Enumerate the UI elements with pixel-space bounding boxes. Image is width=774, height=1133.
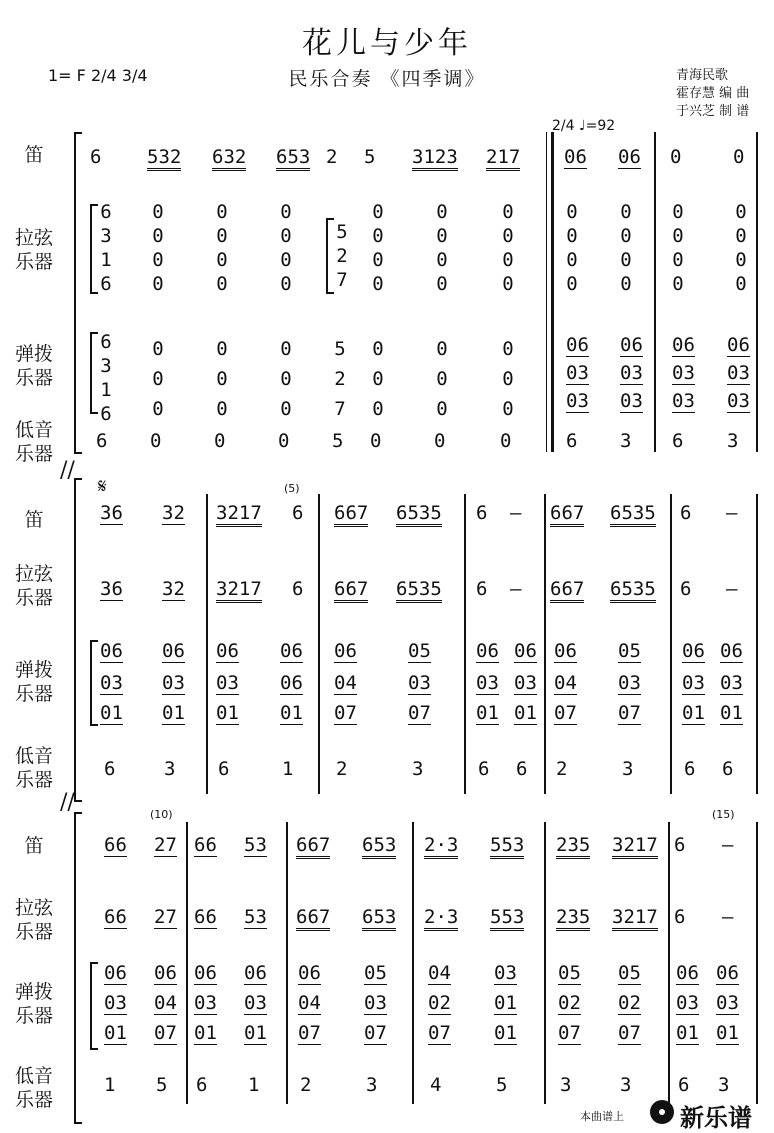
note: 0 <box>670 146 682 168</box>
note: 653 <box>362 906 396 931</box>
note: 03 <box>476 672 499 694</box>
note: 01 <box>514 702 537 724</box>
note: 2·3 <box>424 906 458 931</box>
instrument-bowed-label: 拉弦 乐器 <box>14 897 53 943</box>
instrument-plucked-label: 弹拨 乐器 <box>14 981 53 1027</box>
note: 6535 <box>610 502 656 527</box>
note: 6 <box>218 758 230 780</box>
note: 3 <box>620 430 632 452</box>
chord: 5 2 7 <box>336 221 348 291</box>
key-signature: 1= F 2/4 3/4 <box>48 66 148 85</box>
note: 553 <box>490 834 524 859</box>
note: 667 <box>296 834 330 859</box>
note: 01 <box>682 702 705 724</box>
note: 03 <box>716 992 739 1014</box>
note: 2 <box>326 146 338 168</box>
rest-column: 0 0 0 <box>280 338 292 420</box>
note: 3217 <box>216 578 262 603</box>
chord: 6 3 1 6 <box>100 331 112 425</box>
note: 667 <box>334 502 368 527</box>
rest-column: 0 0 0 0 <box>436 201 448 295</box>
note: 01 <box>716 1022 739 1044</box>
note: 03 <box>408 672 431 694</box>
system-3-brace <box>74 812 82 1124</box>
note: 6 <box>476 578 488 600</box>
rest-column: 0 0 0 0 <box>672 201 684 295</box>
note: 01 <box>216 702 239 724</box>
note: 03 <box>620 390 643 412</box>
note: 235 <box>556 906 590 931</box>
note: 6 <box>96 430 108 452</box>
system-break-mark: // <box>60 790 75 815</box>
note: 04 <box>298 992 321 1014</box>
note: 03 <box>620 362 643 384</box>
note: 3 <box>366 1074 378 1096</box>
system-1-brace <box>74 132 82 454</box>
note: 03 <box>566 390 589 412</box>
note: 01 <box>100 702 123 724</box>
instrument-bass-label: 低音 乐器 <box>14 419 53 465</box>
note: 07 <box>334 702 357 724</box>
note: 06 <box>216 640 239 662</box>
barline <box>756 132 758 452</box>
note: 06 <box>162 640 185 662</box>
note: 05 <box>618 640 641 662</box>
system-2-brace <box>74 478 82 802</box>
note: 03 <box>514 672 537 694</box>
note: 06 <box>334 640 357 662</box>
barline <box>654 132 656 452</box>
note: 06 <box>194 962 217 984</box>
note: 36 <box>100 578 123 600</box>
measure-number: (10) <box>150 808 173 821</box>
chord-bracket <box>90 962 98 1050</box>
note: 01 <box>476 702 499 724</box>
rest-column: 0 0 0 0 <box>502 201 514 295</box>
note: 32 <box>162 502 185 524</box>
note: 6 <box>476 502 488 524</box>
note: 04 <box>154 992 177 1014</box>
note: 03 <box>100 672 123 694</box>
note: 03 <box>727 362 750 384</box>
note: 05 <box>364 962 387 984</box>
note: 06 <box>682 640 705 662</box>
note: 03 <box>162 672 185 694</box>
note: 06 <box>676 962 699 984</box>
note: 53 <box>244 834 267 856</box>
note: 03 <box>194 992 217 1014</box>
segno-icon: 𝄋 <box>98 474 107 498</box>
note: 6 <box>674 834 686 856</box>
credit-arranger: 霍存慧 编 曲 <box>676 86 750 101</box>
note: 6 <box>678 1074 690 1096</box>
note: 553 <box>490 906 524 931</box>
chord: 5 2 7 <box>334 338 346 420</box>
note: 5 <box>156 1074 168 1096</box>
note: 6 <box>672 430 684 452</box>
note: — <box>726 502 738 524</box>
note: 667 <box>550 502 584 527</box>
note: 3 <box>727 430 739 452</box>
tempo-marking: 2/4 ♩=92 <box>552 118 616 134</box>
note: 32 <box>162 578 185 600</box>
rest-column: 0 0 0 <box>152 338 164 420</box>
chord-bracket <box>90 640 98 726</box>
note: 01 <box>720 702 743 724</box>
note: 0 <box>434 430 446 452</box>
note: 01 <box>244 1022 267 1044</box>
note: 01 <box>494 1022 517 1044</box>
note: 02 <box>618 992 641 1014</box>
note: 2 <box>556 758 568 780</box>
instrument-bowed-label: 拉弦 乐器 <box>14 563 53 609</box>
note: 04 <box>334 672 357 694</box>
rest-column: 0 0 0 0 <box>735 201 747 295</box>
note: 03 <box>566 362 589 384</box>
footer-caption: 本曲谱上 <box>580 1110 624 1123</box>
note: 5 <box>332 430 344 452</box>
barline <box>186 822 188 1104</box>
note: 07 <box>364 1022 387 1044</box>
note: 2·3 <box>424 834 458 859</box>
note: 3 <box>560 1074 572 1096</box>
rest-column: 0 0 0 0 <box>372 201 384 295</box>
note: 07 <box>618 1022 641 1044</box>
note: — <box>510 502 522 524</box>
note: 3217 <box>612 834 658 859</box>
barline <box>412 822 414 1104</box>
note: 0 <box>214 430 226 452</box>
measure-number: (5) <box>284 482 300 495</box>
note: 6 <box>566 430 578 452</box>
note: 217 <box>486 146 520 171</box>
note: 2 <box>300 1074 312 1096</box>
note: 03 <box>672 390 695 412</box>
rest-column: 0 0 0 0 <box>216 201 228 295</box>
note: 66 <box>194 906 217 928</box>
note: 04 <box>428 962 451 984</box>
rest-column: 0 0 0 0 <box>280 201 292 295</box>
note: 0 <box>370 430 382 452</box>
note: 6535 <box>396 502 442 527</box>
page-title: 花儿与少年 <box>302 26 472 61</box>
note: 06 <box>280 672 303 694</box>
note: 0 <box>500 430 512 452</box>
note: 6 <box>478 758 490 780</box>
record-disc-icon <box>650 1100 674 1124</box>
note: 3 <box>718 1074 730 1096</box>
measure-number: (15) <box>712 808 735 821</box>
note: 06 <box>280 640 303 662</box>
rest-column: 0 0 0 0 <box>566 201 578 295</box>
note: 0 <box>733 146 745 168</box>
note: 06 <box>298 962 321 984</box>
note: 667 <box>550 578 584 603</box>
note: 1 <box>104 1074 116 1096</box>
note: 532 <box>147 146 181 171</box>
note: 3217 <box>612 906 658 931</box>
double-barline <box>546 132 554 452</box>
note: 03 <box>682 672 705 694</box>
note: 03 <box>364 992 387 1014</box>
credit-transcriber: 于兴芝 制 谱 <box>676 104 750 119</box>
note: 6535 <box>610 578 656 603</box>
note: 06 <box>672 334 695 356</box>
note: — <box>510 578 522 600</box>
note: 6 <box>680 502 692 524</box>
note: 07 <box>554 702 577 724</box>
barline <box>668 822 670 1104</box>
note: 01 <box>162 702 185 724</box>
note: 06 <box>154 962 177 984</box>
note: 6 <box>684 758 696 780</box>
note: 03 <box>720 672 743 694</box>
note: 667 <box>334 578 368 603</box>
rest-column: 0 0 0 0 <box>620 201 632 295</box>
barline <box>318 494 320 794</box>
note: 3 <box>620 1074 632 1096</box>
rest-column: 0 0 0 <box>372 338 384 420</box>
note: 0 <box>278 430 290 452</box>
credit-origin: 青海民歌 <box>676 68 729 83</box>
note: 03 <box>244 992 267 1014</box>
note: 6535 <box>396 578 442 603</box>
note: 1 <box>248 1074 260 1096</box>
note: 01 <box>494 992 517 1014</box>
note: 04 <box>554 672 577 694</box>
note: 235 <box>556 834 590 859</box>
barline <box>464 494 466 794</box>
note: 01 <box>194 1022 217 1044</box>
note: 06 <box>476 640 499 662</box>
note: 6 <box>674 906 686 928</box>
note: 0 <box>150 430 162 452</box>
note: 653 <box>362 834 396 859</box>
note: 06 <box>100 640 123 662</box>
note: 07 <box>408 702 431 724</box>
note: — <box>722 834 734 856</box>
note: 03 <box>216 672 239 694</box>
barline <box>286 822 288 1104</box>
note: — <box>722 906 734 928</box>
rest-column: 0 0 0 <box>502 338 514 420</box>
instrument-flute-label: 笛 <box>24 509 44 531</box>
note: 05 <box>408 640 431 662</box>
instrument-plucked-label: 弹拨 乐器 <box>14 659 53 705</box>
site-logo: 新乐谱 <box>680 1104 752 1132</box>
instrument-plucked-label: 弹拨 乐器 <box>14 343 53 389</box>
system-break-mark: // <box>60 458 75 483</box>
rest-column: 0 0 0 <box>216 338 228 420</box>
note: 01 <box>104 1022 127 1044</box>
note: 6 <box>104 758 116 780</box>
note: 07 <box>428 1022 451 1044</box>
note: 5 <box>496 1074 508 1096</box>
note: 6 <box>516 758 528 780</box>
note: 06 <box>244 962 267 984</box>
note: 6 <box>722 758 734 780</box>
note: 06 <box>104 962 127 984</box>
note: 3217 <box>216 502 262 527</box>
instrument-bass-label: 低音 乐器 <box>14 1065 53 1111</box>
note: 667 <box>296 906 330 931</box>
barline <box>670 494 672 794</box>
note: 07 <box>154 1022 177 1044</box>
instrument-bowed-label: 拉弦 乐器 <box>14 227 53 273</box>
note: 2 <box>336 758 348 780</box>
note: 01 <box>280 702 303 724</box>
note: 06 <box>727 334 750 356</box>
note: 3 <box>164 758 176 780</box>
note: — <box>726 578 738 600</box>
barline <box>756 494 758 794</box>
note: 632 <box>212 146 246 171</box>
note: 53 <box>244 906 267 928</box>
note: 05 <box>618 962 641 984</box>
note: 66 <box>194 834 217 856</box>
page-subtitle: 民乐合奏 《四季调》 <box>288 68 486 90</box>
note: 03 <box>618 672 641 694</box>
note: 6 <box>196 1074 208 1096</box>
note: 05 <box>558 962 581 984</box>
note: 03 <box>672 362 695 384</box>
note: 03 <box>676 992 699 1014</box>
note: 6 <box>292 502 304 524</box>
barline <box>756 822 758 1104</box>
note: 06 <box>566 334 589 356</box>
barline <box>544 822 546 1104</box>
note: 27 <box>154 834 177 856</box>
note: 07 <box>618 702 641 724</box>
instrument-bass-label: 低音 乐器 <box>14 745 53 791</box>
note: 02 <box>558 992 581 1014</box>
note: 03 <box>494 962 517 984</box>
note: 06 <box>720 640 743 662</box>
note: 06 <box>514 640 537 662</box>
note: 3 <box>622 758 634 780</box>
note: 02 <box>428 992 451 1014</box>
note: 27 <box>154 906 177 928</box>
instrument-flute-label: 笛 <box>24 835 44 857</box>
barline <box>544 494 546 794</box>
note: 66 <box>104 906 127 928</box>
note: 4 <box>430 1074 442 1096</box>
chord-bracket <box>90 204 98 294</box>
note: 653 <box>276 146 310 171</box>
instrument-flute-label: 笛 <box>24 144 44 166</box>
note: 6 <box>680 578 692 600</box>
note: 3123 <box>412 146 458 171</box>
note: 06 <box>618 146 641 168</box>
note: 1 <box>282 758 294 780</box>
note: 07 <box>298 1022 321 1044</box>
rest-column: 0 0 0 <box>436 338 448 420</box>
note: 3 <box>412 758 424 780</box>
chord-bracket <box>326 218 334 294</box>
note: 07 <box>558 1022 581 1044</box>
note: 36 <box>100 502 123 524</box>
note: 06 <box>564 146 587 168</box>
note: 01 <box>676 1022 699 1044</box>
note: 06 <box>620 334 643 356</box>
note: 03 <box>104 992 127 1014</box>
note: 5 <box>364 146 376 168</box>
chord: 6 3 1 6 <box>100 201 112 295</box>
note: 06 <box>716 962 739 984</box>
rest-column: 0 0 0 0 <box>152 201 164 295</box>
chord-bracket <box>90 332 98 414</box>
note: 6 <box>292 578 304 600</box>
note: 6 <box>90 146 102 168</box>
note: 03 <box>727 390 750 412</box>
note: 66 <box>104 834 127 856</box>
barline <box>206 494 208 794</box>
note: 06 <box>554 640 577 662</box>
